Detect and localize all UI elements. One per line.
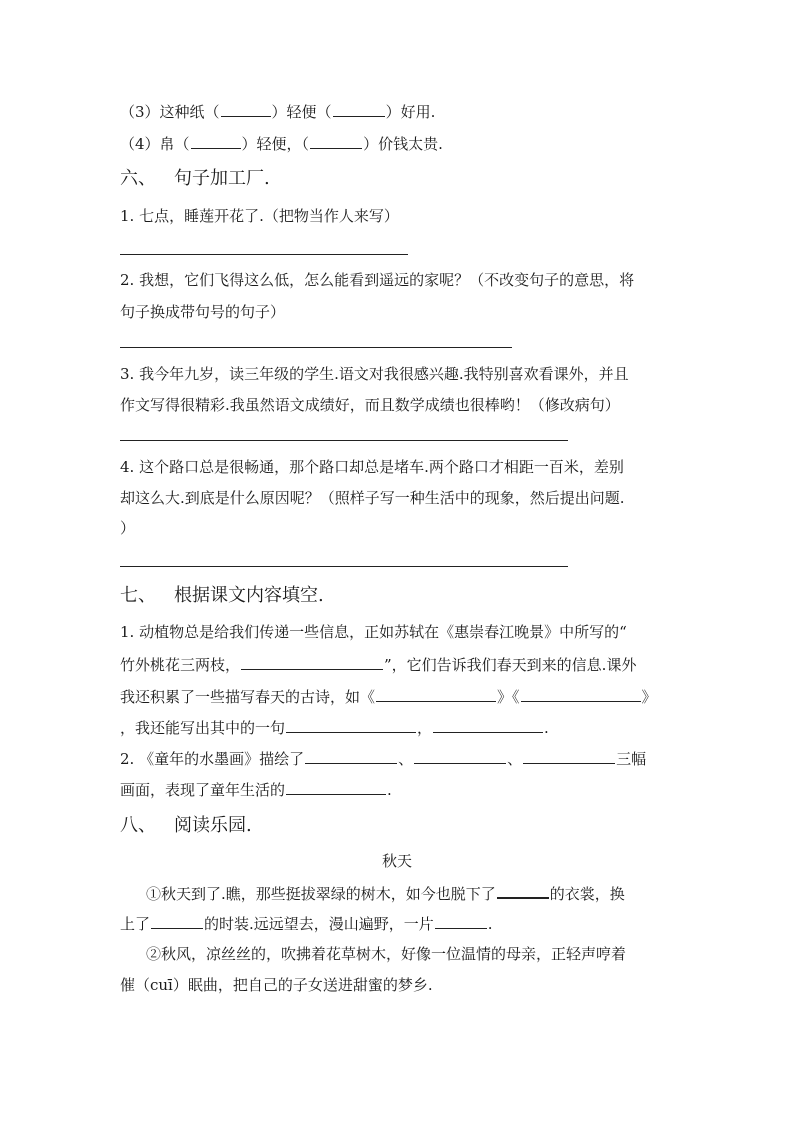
answer-blank[interactable] bbox=[435, 913, 487, 929]
s7-q1-line-4 bbox=[120, 717, 549, 738]
passage-p2-line-1: ②秋风，凉丝丝的，吹拂着花草树木，好像一位温情的母亲，正轻声哼着 bbox=[146, 945, 627, 963]
s7-q1-line-1: 1. 动植物总是给我们传递一些信息，正如苏轼在《惠崇春江晚景》中所写的“ bbox=[120, 623, 627, 641]
passage-p1-line-1 bbox=[146, 882, 625, 904]
s5-line-4-text-a: （4）帛（ bbox=[120, 135, 190, 153]
s7-q1-line-3 bbox=[120, 686, 657, 707]
section-number: 七、 bbox=[120, 585, 156, 606]
section-title: 句子加工厂. bbox=[174, 168, 270, 189]
s5-line-3-text-b: ）轻便（ bbox=[271, 103, 332, 121]
answer-blank[interactable] bbox=[521, 686, 641, 702]
s7-q1-text: 》 bbox=[641, 688, 657, 706]
s7-q2-text: 、 bbox=[398, 750, 414, 768]
passage-p2-line-2: 催（cuī）眠曲，把自己的子女送进甜蜜的梦乡. bbox=[120, 976, 433, 994]
s6-q1: 1. 七点，睡莲开花了.（把物当作人来写） bbox=[120, 207, 399, 225]
section-number: 六、 bbox=[120, 168, 156, 189]
s6-q3-line-2: 作文写得很精彩.我虽然语文成绩好，而且数学成绩也很棒哟！（修改病句） bbox=[120, 396, 620, 414]
s7-q2-line-2 bbox=[120, 779, 392, 800]
answer-blank[interactable] bbox=[414, 748, 506, 764]
passage-text: 的衣裳，换 bbox=[549, 885, 625, 903]
answer-blank[interactable] bbox=[333, 101, 385, 117]
answer-line[interactable] bbox=[120, 347, 512, 348]
s7-q2-text: 2. 《童年的水墨画》描绘了 bbox=[120, 750, 305, 768]
s7-q1-text: 竹外桃花三两枝， bbox=[120, 656, 241, 674]
answer-blank[interactable] bbox=[433, 717, 543, 733]
answer-blank[interactable] bbox=[376, 686, 496, 702]
s6-q4-line-3: ） bbox=[120, 519, 136, 537]
answer-blank[interactable] bbox=[191, 133, 241, 149]
s6-q2-line-2: 句子换成带句号的句子） bbox=[120, 303, 286, 321]
s5-line-3-text-a: （3）这种纸（ bbox=[120, 103, 220, 121]
s7-q2-text: 、 bbox=[507, 750, 523, 768]
s7-q1-text: 》《 bbox=[497, 688, 520, 706]
passage-text: 上了 bbox=[120, 915, 151, 933]
s7-q1-text: . bbox=[544, 719, 549, 737]
passage-title: 秋天 bbox=[381, 852, 412, 870]
s7-q2-text: 画面，表现了童年生活的 bbox=[120, 781, 286, 799]
answer-blank[interactable] bbox=[151, 913, 203, 929]
s6-q2-line-1: 2. 我想，它们飞得这么低，怎么能看到遥远的家呢？（不改变句子的意思，将 bbox=[120, 271, 635, 289]
passage-text: ①秋天到了.瞧，那些挺拔翠绿的树木，如今也脱下了 bbox=[146, 885, 496, 903]
s7-q1-text: ”，它们告诉我们春天到来的信息.课外 bbox=[384, 656, 637, 674]
section-7-heading bbox=[120, 584, 324, 608]
s7-q1-text: ，我还能写出其中的一句 bbox=[120, 719, 286, 737]
answer-blank[interactable] bbox=[241, 654, 383, 670]
s7-q2-text: . bbox=[387, 781, 392, 799]
passage-text: 的时装.远远望去，漫山遍野，一片 bbox=[204, 915, 434, 933]
section-number: 八、 bbox=[120, 815, 156, 836]
answer-blank[interactable] bbox=[523, 748, 615, 764]
s6-q3-line-1: 3. 我今年九岁，读三年级的学生.语文对我很感兴趣.我特别喜欢看课外，并且 bbox=[120, 365, 629, 383]
answer-blank[interactable] bbox=[286, 717, 416, 733]
s5-line-4-text-c: ）价钱太贵. bbox=[363, 135, 443, 153]
s7-q1-line-2 bbox=[120, 654, 636, 675]
s5-line-4 bbox=[120, 133, 443, 154]
s6-q4-line-1: 4. 这个路口总是很畅通，那个路口却总是堵车.两个路口才相距一百米，差别 bbox=[120, 458, 624, 476]
answer-line[interactable] bbox=[120, 566, 568, 567]
s5-line-3 bbox=[120, 101, 435, 122]
answer-blank[interactable] bbox=[221, 101, 271, 117]
answer-blank[interactable] bbox=[286, 779, 386, 795]
s7-q1-text: ， bbox=[417, 719, 433, 737]
answer-blank[interactable] bbox=[497, 882, 549, 899]
answer-blank[interactable] bbox=[305, 748, 397, 764]
section-title: 阅读乐园. bbox=[174, 815, 252, 836]
passage-p1-line-2 bbox=[120, 913, 493, 934]
section-title: 根据课文内容填空. bbox=[174, 585, 324, 606]
s6-q4-line-2: 却这么大.到底是什么原因呢？（照样子写一种生活中的现象，然后提出问题. bbox=[120, 489, 625, 507]
s7-q1-text: 我还积累了一些描写春天的古诗，如《 bbox=[120, 688, 376, 706]
section-8-heading bbox=[120, 814, 252, 838]
s7-q2-text: 三幅 bbox=[616, 750, 647, 768]
s5-line-3-text-c: ）好用. bbox=[385, 103, 436, 121]
section-6-heading bbox=[120, 167, 270, 191]
passage-text: . bbox=[487, 915, 493, 933]
answer-line[interactable] bbox=[120, 254, 408, 255]
s7-q2-line-1 bbox=[120, 748, 646, 769]
answer-line[interactable] bbox=[120, 440, 568, 441]
s5-line-4-text-b: ）轻便，（ bbox=[241, 135, 310, 153]
answer-blank[interactable] bbox=[310, 133, 362, 149]
